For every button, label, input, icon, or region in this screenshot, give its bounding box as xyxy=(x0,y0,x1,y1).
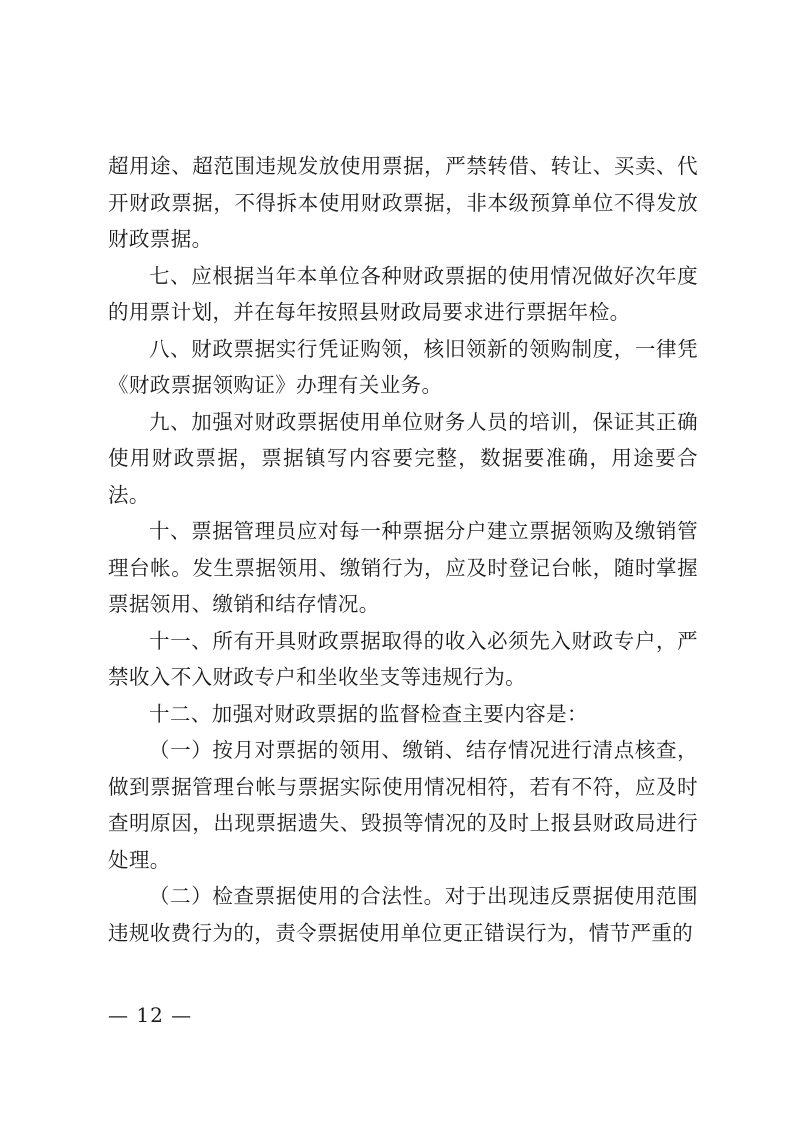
paragraph-item-7: 七、应根据当年本单位各种财政票据的使用情况做好次年度的用票计划，并在每年按照县财政局要求进行票据年检。 xyxy=(108,263,698,324)
paragraph-item-12: 十二、加强对财政票据的监督检查主要内容是： xyxy=(149,701,588,726)
paragraph-item-9: 九、加强对财政票据使用单位财务人员的培训，保证其正确使用财政票据，票据镇写内容要完整，数据要准确，用途要合法。 xyxy=(108,409,698,507)
paragraph-item-10: 十、票据管理员应对每一种票据分户建立票据领购及缴销管理台帐。发生票据领用、缴销行为，应及时登记台帐，随时掌握票据领用、缴销和结存情况。 xyxy=(108,519,698,616)
paragraph-item-8: 八、财政票据实行凭证购领，核旧领新的领购制度，一律凭《财政票据领购证》办理有关业务。 xyxy=(108,336,698,397)
paragraph-subitem-2: （二）检查票据使用的合法性。对于出现违反票据使用范围违规收费行为的，责令票据使用单位更正错误行为，情节严重的 xyxy=(108,884,698,945)
document-body xyxy=(108,148,698,951)
paragraph-subitem-1: （一）按月对票据的领用、缴销、结存情况进行清点核查，做到票据管理台帐与票据实际使用情况相符，若有不符，应及时查明原因，出现票据遗失、毁损等情况的及时上报县财政局进行处理。 xyxy=(108,738,698,872)
paragraph-continuation: 超用途、超范围违规发放使用票据，严禁转借、转让、买卖、代开财政票据，不得拆本使用财政票据，非本级预算单位不得发放财政票据。 xyxy=(108,154,698,251)
page-number: — 12 — xyxy=(108,1003,193,1027)
paragraph-item-11: 十一、所有开具财政票据取得的收入必须先入财政专户，严禁收入不入财政专户和坐收坐支等违规行为。 xyxy=(108,628,698,689)
